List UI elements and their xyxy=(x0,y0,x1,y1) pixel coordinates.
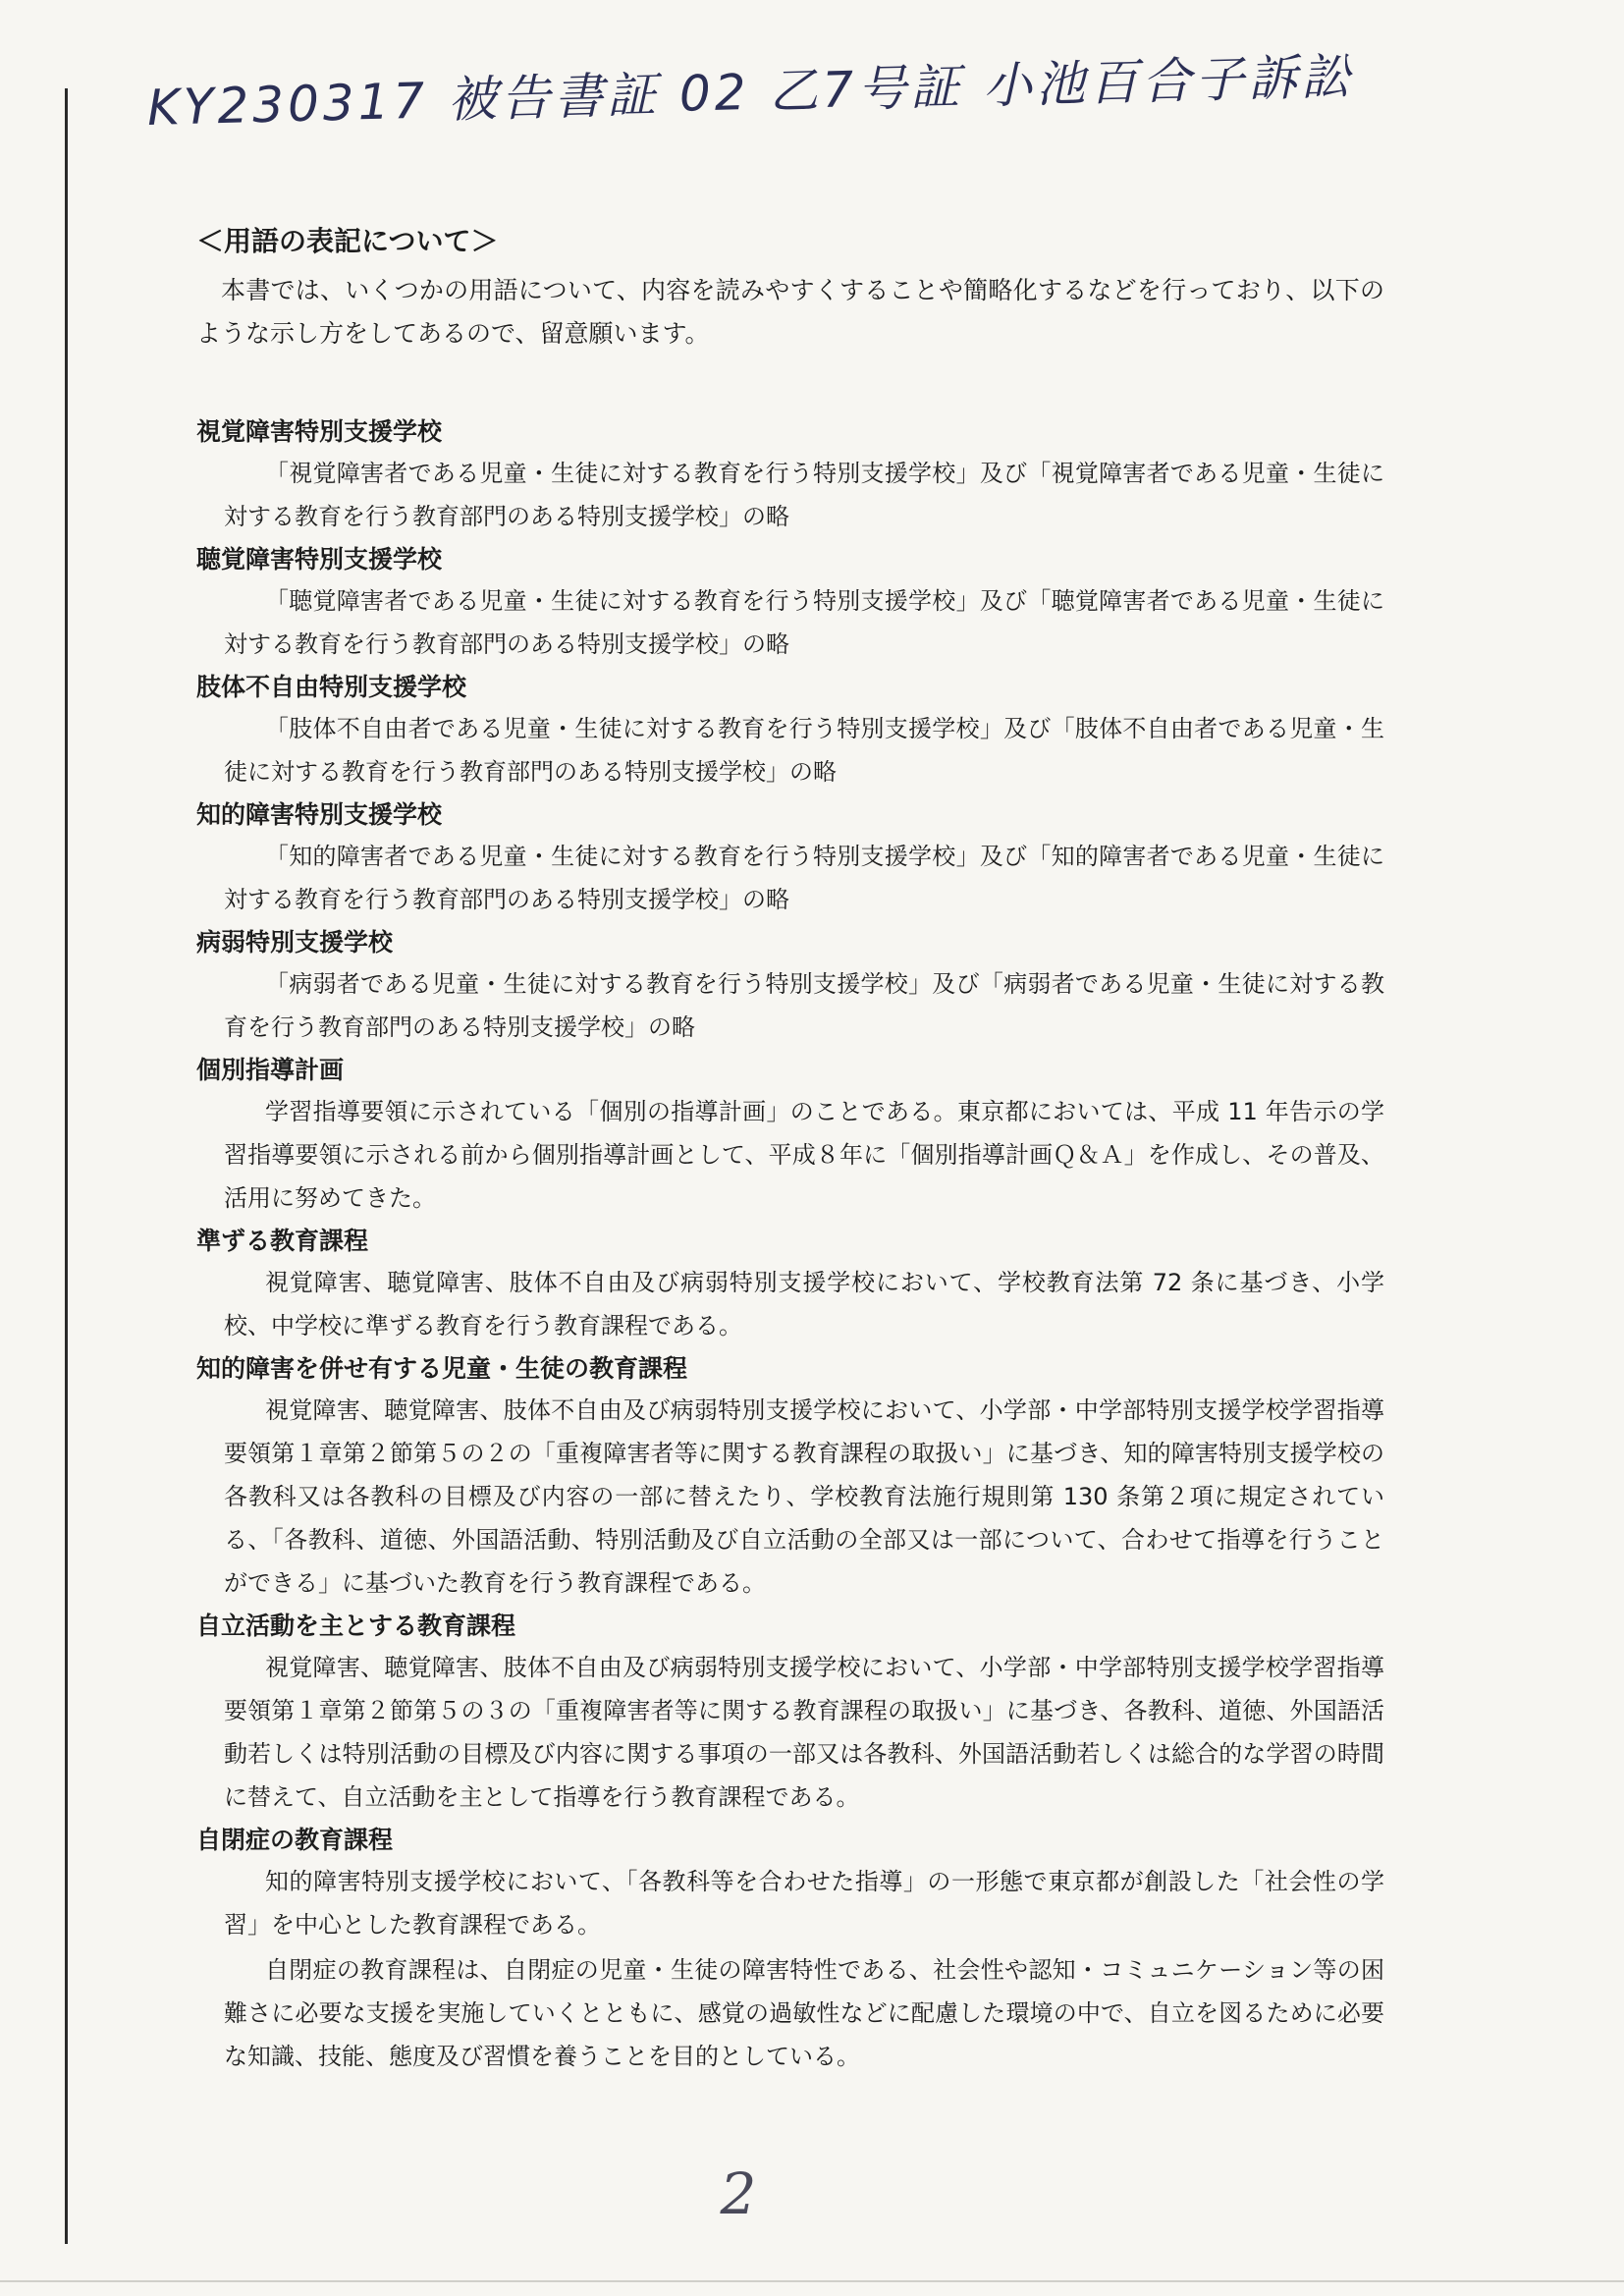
binding-margin-line xyxy=(65,88,68,2244)
term-heading: 知的障害特別支援学校 xyxy=(196,800,443,829)
term-entry xyxy=(196,668,1384,793)
term-entry xyxy=(196,923,1384,1049)
term-heading: 準ずる教育課程 xyxy=(196,1227,369,1255)
term-heading: 自閉症の教育課程 xyxy=(196,1826,394,1854)
term-definition: 「肢体不自由者である児童・生徒に対する教育を行う特別支援学校」及び「肢体不自由者である児童・生徒に対する教育を行う教育部門のある特別支援学校」の略 xyxy=(224,715,1384,786)
term-definition-continued: 自閉症の教育課程は、自閉症の児童・生徒の障害特性である、社会性や認知・コミュニケーション等の困難さに必要な支援を実施していくとともに、感覚の過敏性などに配慮した環境の中で、自立を図るために必要な知識、技能、態度及び習慣を養うことを目的としている。 xyxy=(224,1956,1384,2070)
term-entry xyxy=(196,795,1384,921)
term-entry xyxy=(196,1222,1384,1347)
term-definition: 視覚障害、聴覚障害、肢体不自由及び病弱特別支援学校において、学校教育法第 72 条に基づき、小学校、中学校に準ずる教育を行う教育課程である。 xyxy=(224,1269,1384,1339)
term-entry xyxy=(196,1607,1384,1819)
term-entry xyxy=(196,412,1384,538)
page-bottom-edge xyxy=(0,2280,1624,2282)
handwritten-exhibit-label: KY230317 被告書証 02 乙7号証 小池百合子訴訟 xyxy=(146,47,1355,137)
term-heading: 聴覚障害特別支援学校 xyxy=(196,545,443,574)
term-definition: 知的障害特別支援学校において、「各教科等を合わせた指導」の一形態で東京都が創設した「社会性の学習」を中心とした教育課程である。 xyxy=(224,1868,1384,1939)
intro-paragraph: 本書では、いくつかの用語について、内容を読みやすくすることや簡略化するなどを行っており、以下のような示し方をしてあるので、留意願います。 xyxy=(196,276,1384,348)
term-definition: 「知的障害者である児童・生徒に対する教育を行う特別支援学校」及び「知的障害者である児童・生徒に対する教育を行う教育部門のある特別支援学校」の略 xyxy=(224,843,1384,913)
term-entry xyxy=(196,1821,1384,2078)
document-body xyxy=(196,222,1384,2080)
term-heading: 知的障害を併せ有する児童・生徒の教育課程 xyxy=(196,1354,688,1383)
term-definition: 学習指導要領に示されている「個別の指導計画」のことである。東京都においては、平成 11 年告示の学習指導要領に示される前から個別指導計画として、平成８年に「個別指導計画Ｑ＆Ａ」を作成し、その普及、活用に努めてきた。 xyxy=(224,1098,1384,1212)
term-heading: 病弱特別支援学校 xyxy=(196,928,394,957)
term-definition: 「病弱者である児童・生徒に対する教育を行う特別支援学校」及び「病弱者である児童・生徒に対する教育を行う教育部門のある特別支援学校」の略 xyxy=(224,970,1384,1041)
spacer xyxy=(196,355,1384,412)
term-definition: 「聴覚障害者である児童・生徒に対する教育を行う特別支援学校」及び「聴覚障害者である児童・生徒に対する教育を行う教育部門のある特別支援学校」の略 xyxy=(224,587,1384,658)
term-entry xyxy=(196,1051,1384,1220)
term-definition: 「視覚障害者である児童・生徒に対する教育を行う特別支援学校」及び「視覚障害者である児童・生徒に対する教育を行う教育部門のある特別支援学校」の略 xyxy=(224,460,1384,530)
term-entry xyxy=(196,540,1384,666)
section-title: ＜用語の表記について＞ xyxy=(196,225,499,257)
term-entry xyxy=(196,1349,1384,1605)
term-heading: 個別指導計画 xyxy=(196,1056,345,1084)
page-number: 2 xyxy=(720,2160,757,2227)
term-definition: 視覚障害、聴覚障害、肢体不自由及び病弱特別支援学校において、小学部・中学部特別支援学校学習指導要領第１章第２節第５の２の「重複障害者等に関する教育課程の取扱い」に基づき、知的障害特別支援学校の各教科又は各教科の目標及び内容の一部に替えたり、学校教育法施行規則第 130 条第２項に規定されている、「各教科、道徳、外国語活動、特別活動及び自立活動の全部又は一部について、合わせて指導を行うことができる」に基づいた教育を行う教育課程である。 xyxy=(224,1396,1384,1597)
term-definition: 視覚障害、聴覚障害、肢体不自由及び病弱特別支援学校において、小学部・中学部特別支援学校学習指導要領第１章第２節第５の３の「重複障害者等に関する教育課程の取扱い」に基づき、各教科、道徳、外国語活動若しくは特別活動の目標及び内容に関する事項の一部又は各教科、外国語活動若しくは総合的な学習の時間に替えて、自立活動を主として指導を行う教育課程である。 xyxy=(224,1654,1384,1811)
term-heading: 自立活動を主とする教育課程 xyxy=(196,1612,516,1640)
term-heading: 肢体不自由特別支援学校 xyxy=(196,673,467,701)
term-heading: 視覚障害特別支援学校 xyxy=(196,417,443,446)
